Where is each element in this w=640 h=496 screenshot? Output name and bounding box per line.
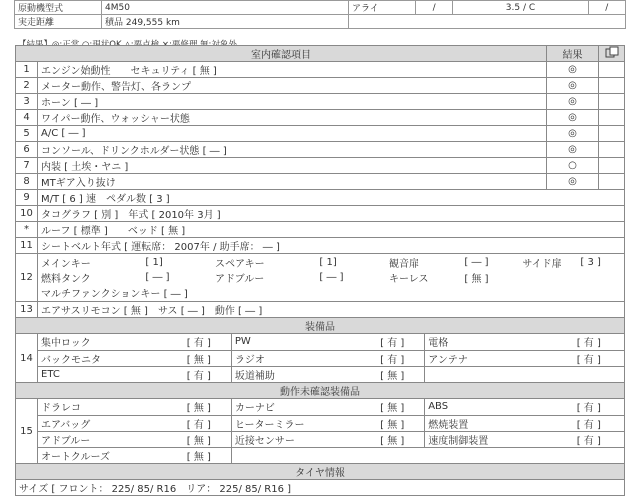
result-mark: ◎	[547, 174, 599, 190]
result-mark: ◎	[547, 110, 599, 126]
result-mark: ◎	[547, 126, 599, 142]
result-mark: ◎	[547, 94, 599, 110]
table-row: 13 エアサスリモコン [ 無 ] サス [ ― ] 動作 [ ― ]	[16, 302, 625, 318]
result-header: 結果	[547, 46, 599, 62]
keys-row: 12 メインキー [ 1] スペアキー [ 1] 観音扉 [ ― ] サイド扉 [ 3 ] 燃料タンク [ ― ] アドブルー [ ― ] キーレス [ 無 ] マルチファンクションキー [ ― ]	[16, 254, 625, 302]
table-row: * ルーフ [ 標準 ] ベッド [ 無 ]	[16, 222, 625, 238]
table-row: 10 タコグラフ [ 別 ] 年式 [ 2010年 3月 ]	[16, 206, 625, 222]
table-row: 9 M/T [ 6 ] 速 ペダル数 [ 3 ]	[16, 190, 625, 206]
table-row: 3 ホーン [ ― ] ◎	[16, 94, 625, 110]
equipment-header: 装備品	[16, 318, 625, 334]
arai-value-1: /	[416, 1, 453, 15]
arai-value-2: 3.5 / C	[453, 1, 588, 15]
equipment-section: 14 集中ロック [ 有 ] PW [ 有 ] 電格 [ 有 ] バックモニタ [ 無 ] ラジオ [ 有 ] アンテナ [ 有 ] ETC [ 有 ] 坂道補助 [ 無 ]	[16, 334, 625, 383]
table-row: 2 メーター動作、警告灯、各ランプ ◎	[16, 78, 625, 94]
table-row: 8 MTギア入り抜け ◎	[16, 174, 625, 190]
clipboard-icon[interactable]	[599, 46, 625, 62]
table-row: 11 シートベルト年式 [ 運転席： 2007年 / 助手席： ― ]	[16, 238, 625, 254]
mileage-label: 実走距離	[15, 15, 102, 29]
engine-type-value: 4M50	[102, 1, 349, 15]
tire-info-header: タイヤ情報	[16, 464, 625, 480]
result-mark: ○	[547, 158, 599, 174]
mileage-value: 積品 249,555 km	[102, 15, 349, 29]
engine-type-label: 原動機型式	[15, 1, 102, 15]
table-row: 7 内装 [ 土埃・ヤニ ] ○	[16, 158, 625, 174]
unchecked-equipment-header: 動作未確認装備品	[16, 383, 625, 399]
result-mark: ◎	[547, 62, 599, 78]
result-mark: ◎	[547, 142, 599, 158]
unchecked-equipment-section: 15 ドラレコ [ 無 ] カーナビ [ 無 ] ABS [ 有 ] エアバッグ [ 有 ] ヒーターミラー [ 無 ] 燃焼装置 [ 有 ] アドブルー [ 無 ] 近接センサー [ 無 ] 速度制御装置 [ 有 ] オートクルーズ [ 無 ]	[16, 399, 625, 464]
vehicle-info-top	[14, 0, 626, 28]
arai-label: アライ	[349, 1, 416, 15]
tire-size-row: サイズ [ フロント： 225/ 85/ R16 リア： 225/ 85/ R16 ]	[16, 480, 625, 496]
table-row: 5 A/C [ ― ] ◎	[16, 126, 625, 142]
interior-check-table	[15, 45, 625, 496]
interior-check-title: 室内確認項目	[16, 46, 547, 62]
table-row: 4 ワイパー動作、ウォッシャー状態 ◎	[16, 110, 625, 126]
table-row: 1 エンジン始動性 セキュリティ [ 無 ] ◎	[16, 62, 625, 78]
result-mark: ◎	[547, 78, 599, 94]
arai-value-3: /	[588, 1, 625, 15]
table-row: 6 コンソール、ドリンクホルダー状態 [ ― ] ◎	[16, 142, 625, 158]
